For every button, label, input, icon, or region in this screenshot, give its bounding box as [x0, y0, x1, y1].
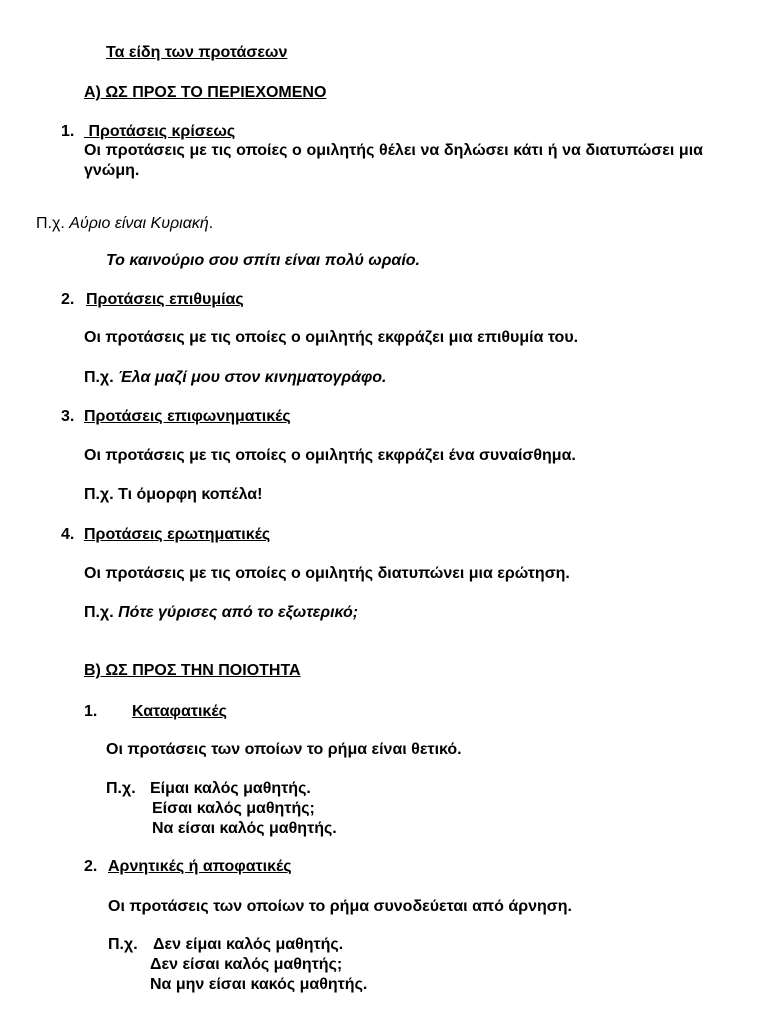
list-number: 3.	[61, 408, 75, 425]
item-heading: Προτάσεις κρίσεως	[84, 123, 236, 140]
example-text: Είσαι καλός μαθητής;	[152, 800, 315, 817]
example-text: Δεν είσαι καλός μαθητής;	[150, 956, 343, 973]
document-title: Τα είδη των προτάσεων	[106, 44, 288, 61]
item-heading: Προτάσεις επιφωνηματικές	[84, 408, 291, 425]
item-heading: Προτάσεις επιθυμίας	[86, 291, 244, 308]
example-text: Αύριο είναι Κυριακή	[69, 215, 209, 232]
example-line	[84, 368, 387, 388]
section-b-heading: Β) ΩΣ ΠΡΟΣ ΤΗΝ ΠΟΙΟΤΗΤΑ	[84, 662, 301, 679]
example-text: Έλα μαζί μου στον κινηματογράφο.	[118, 369, 387, 386]
example-suffix: .	[208, 215, 214, 232]
item-description: Οι προτάσεις με τις οποίες ο ομιλητής εκφράζει μια επιθυμία του.	[84, 329, 579, 346]
example-text: Τι όμορφη κοπέλα!	[118, 486, 263, 503]
example-text: Είμαι καλός μαθητής.	[150, 780, 311, 797]
example-prefix: Π.χ.	[84, 486, 114, 503]
example-text: Δεν είμαι καλός μαθητής.	[153, 936, 344, 953]
example-prefix: Π.χ.	[108, 936, 138, 953]
example-prefix: Π.χ.	[106, 780, 136, 797]
list-number: 1.	[84, 703, 98, 720]
item-description: Οι προτάσεις με τις οποίες ο ομιλητής εκφράζει ένα συναίσθημα.	[84, 447, 576, 464]
example-line	[84, 603, 358, 623]
item-heading: Προτάσεις ερωτηματικές	[84, 526, 271, 543]
item-heading: Καταφατικές	[132, 703, 227, 720]
example-text: Πότε γύρισες από το εξωτερικό;	[118, 604, 359, 621]
example-line	[36, 214, 213, 234]
item-description: Οι προτάσεις των οποίων το ρήμα είναι θετικό.	[106, 741, 462, 758]
example-line	[84, 485, 262, 505]
list-number: 1.	[61, 123, 75, 140]
item-heading: Αρνητικές ή αποφατικές	[108, 858, 292, 875]
item-description: Οι προτάσεις με τις οποίες ο ομιλητής διατυπώνει μια ερώτηση.	[84, 565, 570, 582]
list-number: 2.	[84, 858, 98, 875]
item-description: Οι προτάσεις με τις οποίες ο ομιλητής θέλει να δηλώσει κάτι ή να διατυπώσει μια γνώμη.	[84, 142, 703, 179]
example-prefix: Π.χ.	[84, 369, 114, 386]
list-number: 2.	[61, 291, 75, 308]
example-text: Να μην είσαι κακός μαθητής.	[150, 976, 368, 993]
item-description: Οι προτάσεις των οποίων το ρήμα συνοδεύεται από άρνηση.	[108, 898, 572, 915]
example-prefix: Π.χ.	[84, 604, 114, 621]
section-a-heading: Α) ΩΣ ΠΡΟΣ ΤΟ ΠΕΡΙΕΧΟΜΕΝΟ	[84, 84, 327, 101]
example-text: Το καινούριο σου σπίτι είναι πολύ ωραίο.	[106, 252, 420, 269]
list-number: 4.	[61, 526, 75, 543]
example-prefix: Π.χ.	[36, 215, 65, 232]
example-text: Να είσαι καλός μαθητής.	[152, 820, 337, 837]
